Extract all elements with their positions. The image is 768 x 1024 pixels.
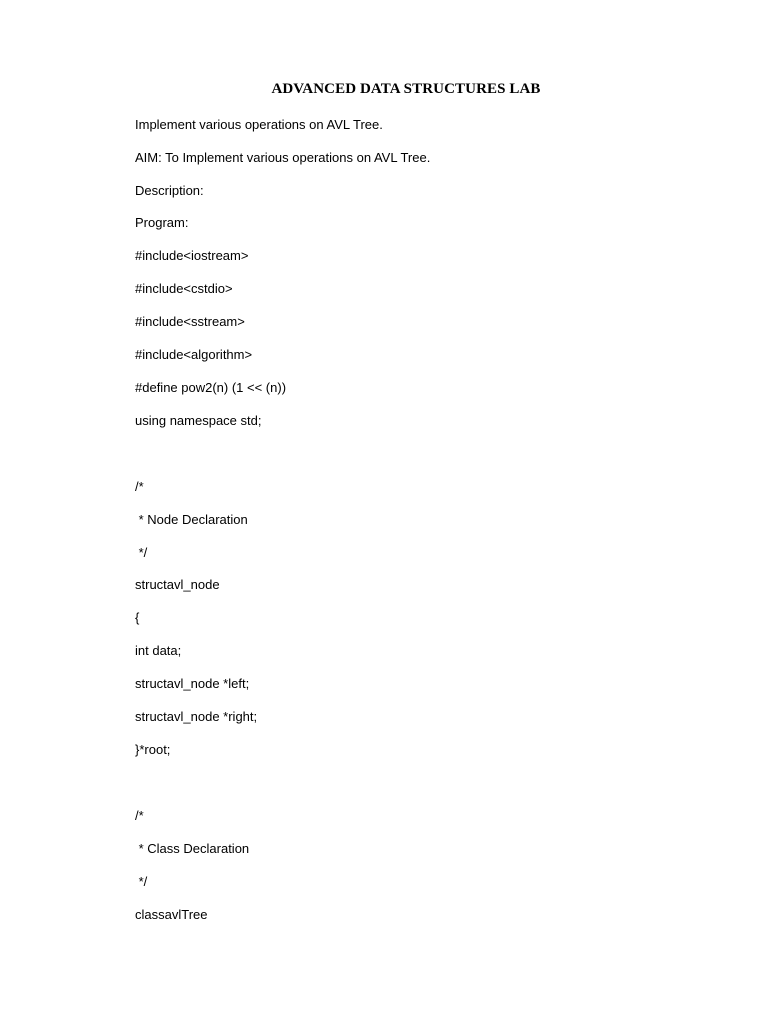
code-line: */ — [135, 874, 148, 889]
code-line: #include<sstream> — [135, 314, 245, 329]
document-title: ADVANCED DATA STRUCTURES LAB — [271, 81, 541, 97]
code-line: }*root; — [135, 742, 171, 757]
code-line: /* — [135, 479, 144, 494]
code-line: structavl_node — [135, 577, 220, 592]
text-line-aim: AIM: To Implement various operations on AVL Tree. — [135, 150, 431, 165]
code-line: #include<iostream> — [135, 248, 249, 263]
text-line-description: Description: — [135, 183, 204, 198]
code-line: * Class Declaration — [135, 841, 250, 856]
text-line-intro: Implement various operations on AVL Tree. — [135, 117, 383, 132]
code-line: using namespace std; — [135, 413, 262, 428]
code-line: { — [135, 610, 140, 625]
code-line: #include<algorithm> — [135, 347, 253, 362]
code-line: structavl_node *right; — [135, 709, 258, 724]
code-line: int data; — [135, 643, 182, 658]
code-line: structavl_node *left; — [135, 676, 250, 691]
code-line: #include<cstdio> — [135, 281, 233, 296]
code-line: */ — [135, 545, 148, 560]
code-line: #define pow2(n) (1 << (n)) — [135, 380, 287, 395]
code-line: /* — [135, 808, 144, 823]
text-line-program: Program: — [135, 215, 189, 230]
code-line: classavlTree — [135, 907, 208, 922]
code-line: * Node Declaration — [135, 512, 248, 527]
